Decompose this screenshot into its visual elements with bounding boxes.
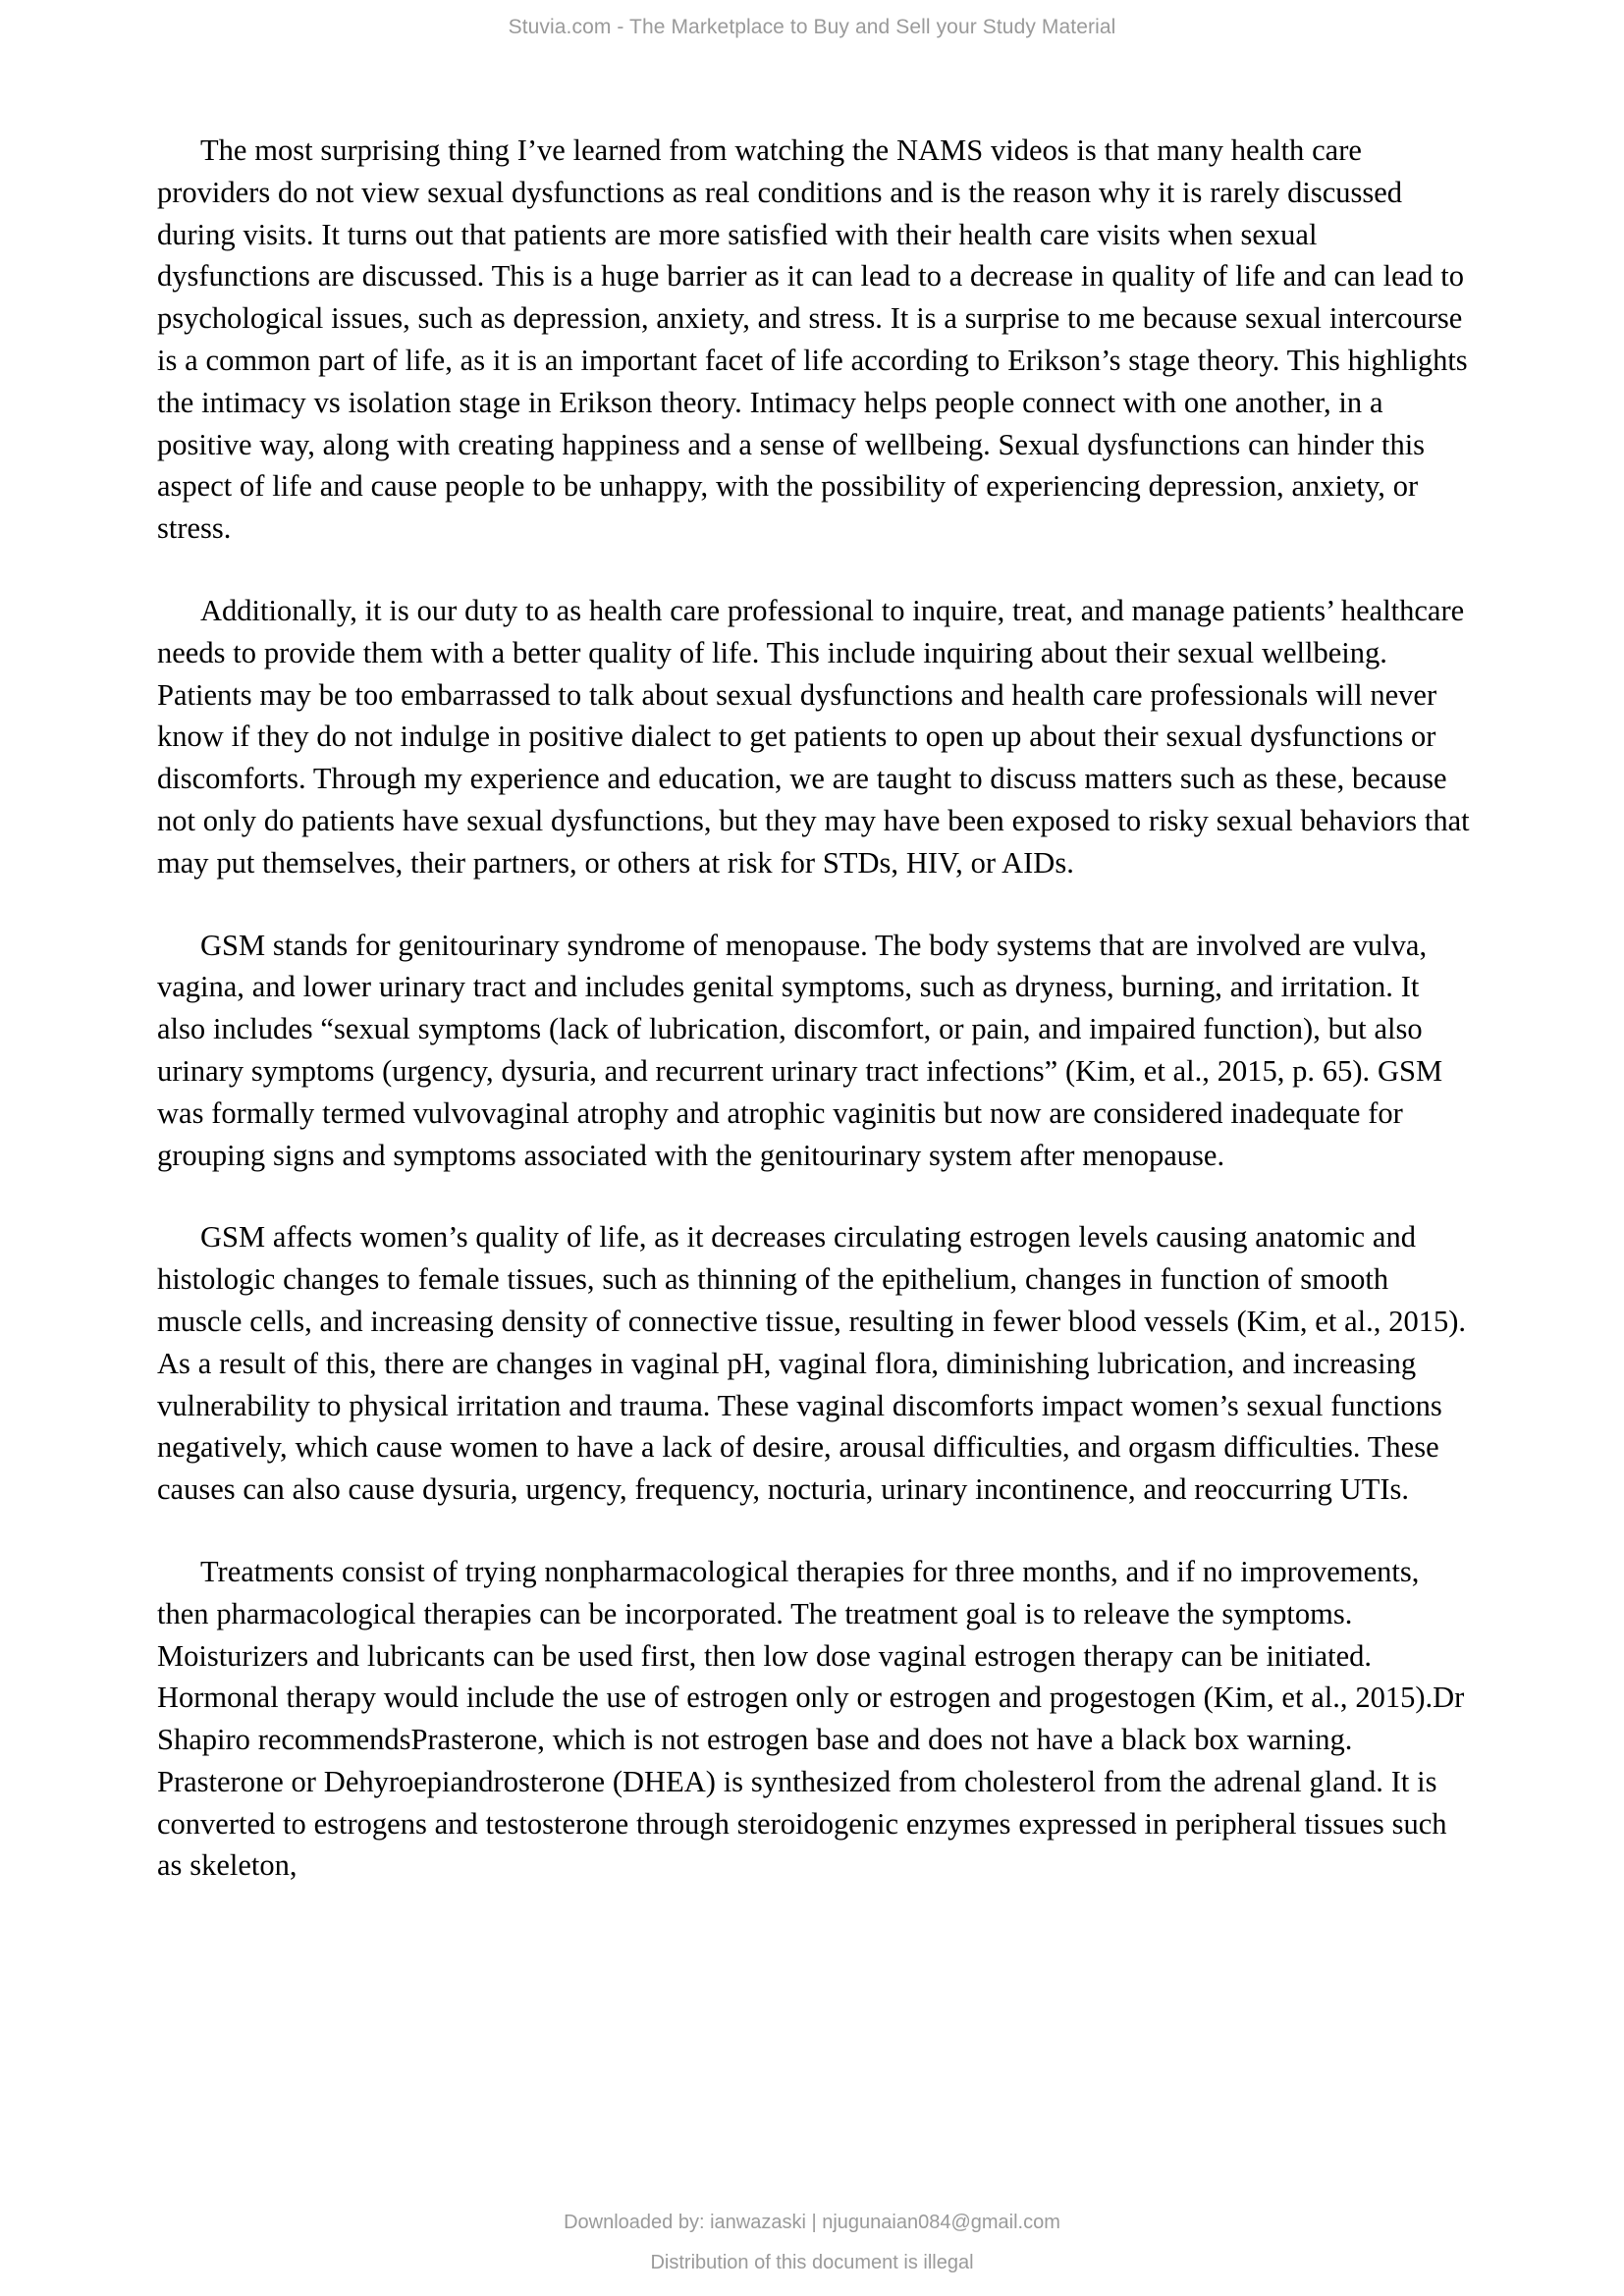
- footer-watermark: [0, 2212, 1624, 2296]
- downloaded-by-text: Downloaded by: ianwazaski | njugunaian084@gmail.com: [564, 2212, 1060, 2233]
- body-paragraph: Treatments consist of trying nonpharmacological therapies for three months, and if no improvements, then pharmacological therapies can be incorporated. The treatment goal is to releave the symptoms. Moisturizers and lubricants can be used first, then low dose vaginal estrogen therapy can be initiated. Hormonal therapy would include the use of estrogen only or estrogen and progestogen (Kim, et al., 2015).Dr Shapiro recommendsPrasterone, which is not estrogen base and does not have a black box warning. Prasterone or Dehyroepiandrosterone (DHEA) is synthesized from cholesterol from the adrenal gland. It is converted to estrogens and testosterone through steroidogenic enzymes expressed in peripheral tissues such as skeleton,: [157, 1554, 1465, 1883]
- document-body: [157, 130, 1473, 1887]
- distribution-notice-text: Distribution of this document is illegal: [650, 2252, 974, 2273]
- body-paragraph: Additionally, it is our duty to as health care professional to inquire, treat, and manage patients’ healthcare needs to provide them with a better quality of life. This include inquiring about their sexual wellbeing. Patients may be too embarrassed to talk about sexual dysfunctions and health care professionals will never know if they do not indulge in positive dialect to get patients to open up about their sexual dysfunctions or discomforts. Through my experience and education, we are taught to discuss matters such as these, because not only do patients have sexual dysfunctions, but they may have been exposed to risky sexual behaviors that may put themselves, their partners, or others at risk for STDs, HIV, or AIDs.: [157, 593, 1470, 880]
- body-paragraph: GSM stands for genitourinary syndrome of menopause. The body systems that are involved are vulva, vagina, and lower urinary tract and includes genital symptoms, such as dryness, burning, and irritation. It also includes “sexual symptoms (lack of lubrication, discomfort, or pain, and impaired function), but also urinary symptoms (urgency, dysuria, and recurrent urinary tract infections” (Kim, et al., 2015, p. 65). GSM was formally termed vulvovaginal atrophy and atrophic vaginitis but now are considered inadequate for grouping signs and symptoms associated with the genitourinary system after menopause.: [157, 928, 1443, 1172]
- stuvia-header-watermark: Stuvia.com - The Marketplace to Buy and Sell your Study Material: [508, 16, 1116, 38]
- body-paragraph: GSM affects women’s quality of life, as it decreases circulating estrogen levels causing anatomic and histologic changes to female tissues, such as thinning of the epithelium, changes in function of smooth muscle cells, and increasing density of connective tissue, resulting in fewer blood vessels (Kim, et al., 2015). As a result of this, there are changes in vaginal pH, vaginal flora, diminishing lubrication, and increasing vulnerability to physical irritation and trauma. These vaginal discomforts impact women’s sexual functions negatively, which cause women to have a lack of desire, arousal difficulties, and orgasm difficulties. These causes can also cause dysuria, urgency, frequency, nocturia, urinary incontinence, and reoccurring UTIs.: [157, 1220, 1467, 1507]
- body-paragraph: The most surprising thing I’ve learned from watching the NAMS videos is that many health care providers do not view sexual dysfunctions as real conditions and is the reason why it is rarely discussed during visits. It turns out that patients are more satisfied with their health care visits when sexual dysfunctions are discussed. This is a huge barrier as it can lead to a decrease in quality of life and can lead to psychological issues, such as depression, anxiety, and stress. It is a surprise to me because sexual intercourse is a common part of life, as it is an important facet of life according to Erikson’s stage theory. This highlights the intimacy vs isolation stage in Erikson theory. Intimacy helps people connect with one another, in a positive way, along with creating happiness and a sense of wellbeing. Sexual dysfunctions can hinder this aspect of life and cause people to be unhappy, with the possibility of experiencing depression, anxiety, or stress.: [157, 133, 1468, 546]
